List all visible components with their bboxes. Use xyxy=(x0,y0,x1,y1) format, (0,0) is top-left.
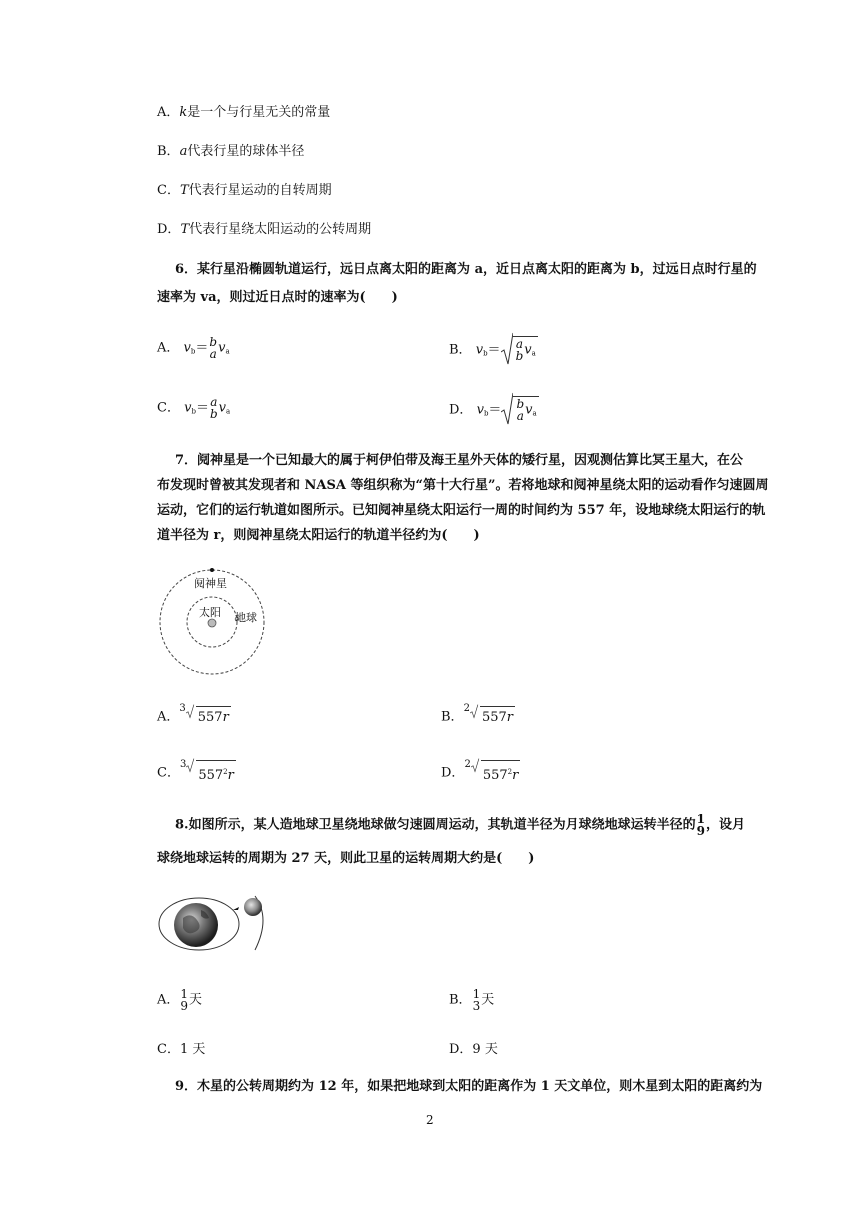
q5-option-a: A．k是一个与行星无关的常量 xyxy=(157,105,331,120)
q7-stem-line3: 运动，它们的运行轨道如图所示。已知阋神星绕太阳运行一周的时间约为 557 年，设地球绕太阳运行的轨 xyxy=(157,503,766,518)
q8-option-b: B． 1 3 天 xyxy=(449,987,495,1013)
q6-stem-line2: 速率为 va，则过近日点时的速率为( ) xyxy=(157,290,398,305)
q6-option-c: C． $v_b=$ a b $v_a$ xyxy=(157,395,231,421)
q5-option-b: B．a代表行星的球体半径 xyxy=(157,144,305,159)
q8-option-c: C．1 天 xyxy=(157,1042,206,1057)
moon-globe xyxy=(244,898,262,916)
q5-option-c: C．T代表行星运动的自转周期 xyxy=(157,183,332,198)
label-eris: 阋神星 xyxy=(194,577,227,590)
q7-option-d: D．$^2$ $557^2r$ xyxy=(441,760,520,786)
sun-dot xyxy=(208,619,216,627)
q8-stem-line1: 8.如图所示，某人造地球卫星绕地球做匀速圆周运动，其轨道半径为月球绕地球运转半径的 1 9 ，设月 xyxy=(175,812,745,838)
q7-stem-line2: 布发现时曾被其发现者和 NASA 等组织称为“第十大行星”。若将地球和阋神星绕太阳的运动看作匀速圆周 xyxy=(157,478,769,493)
q7-option-a: A．$^3$ 557r xyxy=(157,706,231,729)
page-number: 2 xyxy=(426,1113,434,1127)
satellite-diagram xyxy=(155,888,275,956)
q9-stem-line1: 9．木星的公转周期约为 12 年，如果把地球到太阳的距离作为 1 天文单位，则木星到太阳的距离约为 xyxy=(175,1079,763,1094)
satellite-icon xyxy=(233,907,239,910)
q6-option-b: B． $v_b=$ a b $v_a$ xyxy=(449,336,538,364)
q6-stem-line1: 6．某行星沿椭圆轨道运行，远日点离太阳的距离为 a，近日点离太阳的距离为 b，过远日点时行星的 xyxy=(175,262,757,277)
label-sun: 太阳 xyxy=(199,606,221,619)
q5-option-d: D．T代表行星绕太阳运动的公转周期 xyxy=(157,222,372,237)
orbit-diagram xyxy=(155,566,275,678)
q7-stem-line1: 7．阋神星是一个已知最大的属于柯伊伯带及海王星外天体的矮行星，因观测估算比冥王星大，在公 xyxy=(175,453,744,468)
q6-option-a: A． $v_b=$ b a $v_a$ xyxy=(157,335,230,361)
q8-stem-line2: 球绕地球运转的周期为 27 天，则此卫星的运转周期大约是( ) xyxy=(157,851,535,866)
label-earth: 地球 xyxy=(235,611,257,624)
q6-option-d: D． $v_b=$ b a $v_a$ xyxy=(449,396,539,424)
q8-option-d: D．9 天 xyxy=(449,1042,498,1057)
eris-dot xyxy=(210,568,214,572)
q8-option-a: A． 1 9 天 xyxy=(157,987,203,1013)
q7-stem-line4: 道半径为 r，则阋神星绕太阳运行的轨道半径约为( ) xyxy=(157,528,480,543)
q7-option-c: C．$^3$ $557^2r$ xyxy=(157,760,236,786)
satellite-diagram-svg xyxy=(155,888,275,956)
q7-option-b: B．$^2$ 557r xyxy=(441,706,515,729)
